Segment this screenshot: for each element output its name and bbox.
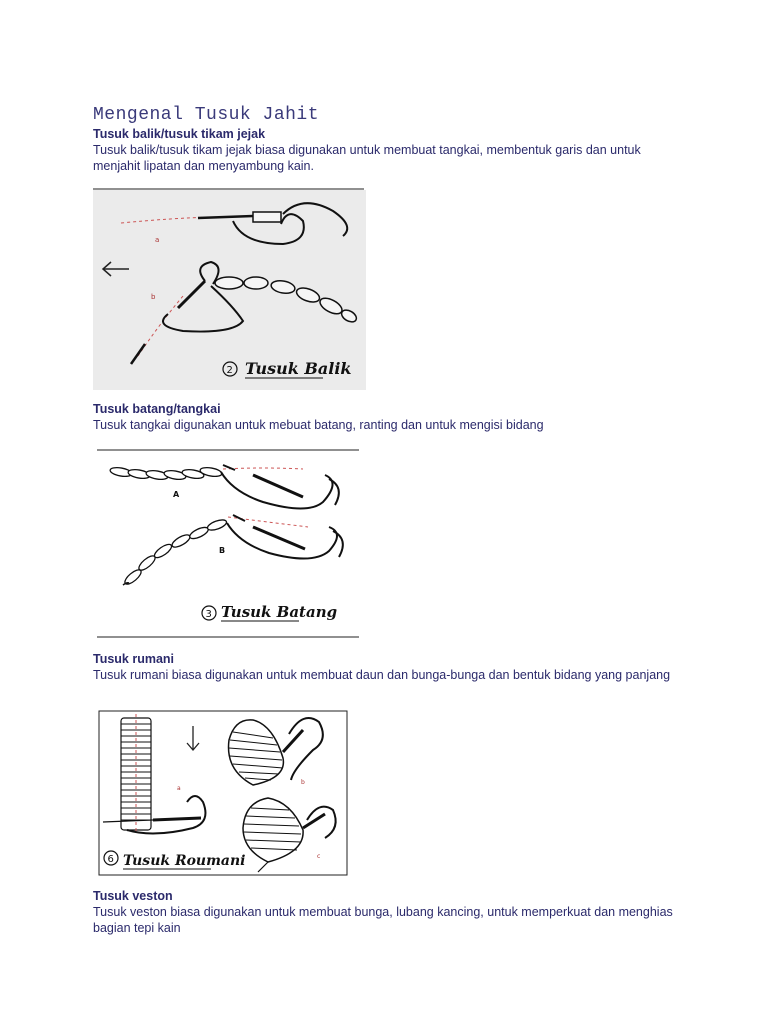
figure-mark-a: a [177, 785, 181, 792]
page-title: Mengenal Tusuk Jahit [93, 105, 320, 125]
figure-tusuk-balik [93, 186, 368, 390]
needle-illustration [93, 710, 349, 878]
figure-caption [104, 851, 245, 869]
section-heading-tusuk-veston: Tusuk veston [93, 889, 173, 903]
figure-tusuk-batang [93, 447, 363, 641]
section-body-tusuk-veston: Tusuk veston biasa digunakan untuk membuat bunga, lubang kancing, untuk memperkuat dan menghias bagian tepi kain [93, 905, 673, 935]
figure-number: 3 [205, 609, 212, 620]
section-heading-tusuk-rumani: Tusuk rumani [93, 652, 175, 666]
figure-mark-b: b [301, 779, 305, 786]
figure-number: 6 [107, 854, 114, 865]
section-heading-tusuk-balik: Tusuk balik/tusuk tikam jejak [93, 127, 266, 141]
figure-tusuk-rumani [93, 710, 349, 878]
section-body-tusuk-batang: Tusuk tangkai digunakan untuk mebuat batang, ranting dan untuk mengisi bidang [93, 418, 544, 432]
figure-caption [202, 603, 337, 621]
needle-illustration [93, 447, 363, 641]
figure-mark-a: a [155, 236, 160, 244]
section-body-tusuk-rumani: Tusuk rumani biasa digunakan untuk membuat daun dan bunga-bunga dan bentuk bidang yang panjang [93, 668, 671, 682]
figure-mark-b: b [151, 293, 156, 301]
needle-illustration [93, 186, 368, 390]
figure-label: Tusuk Roumani [123, 853, 246, 869]
figure-mark-a: A [173, 490, 180, 499]
figure-label: Tusuk Balik [245, 359, 352, 378]
figure-number: 2 [226, 365, 233, 376]
section-body-tusuk-balik: Tusuk balik/tusuk tikam jejak biasa digunakan untuk membuat tangkai, membentuk garis dan untuk menjahit lipatan dan menyambung kain. [93, 143, 641, 173]
figure-mark-c: c [317, 853, 321, 860]
figure-label: Tusuk Batang [221, 603, 338, 621]
figure-mark-b: B [219, 546, 226, 555]
section-heading-tusuk-batang: Tusuk batang/tangkai [93, 402, 221, 416]
